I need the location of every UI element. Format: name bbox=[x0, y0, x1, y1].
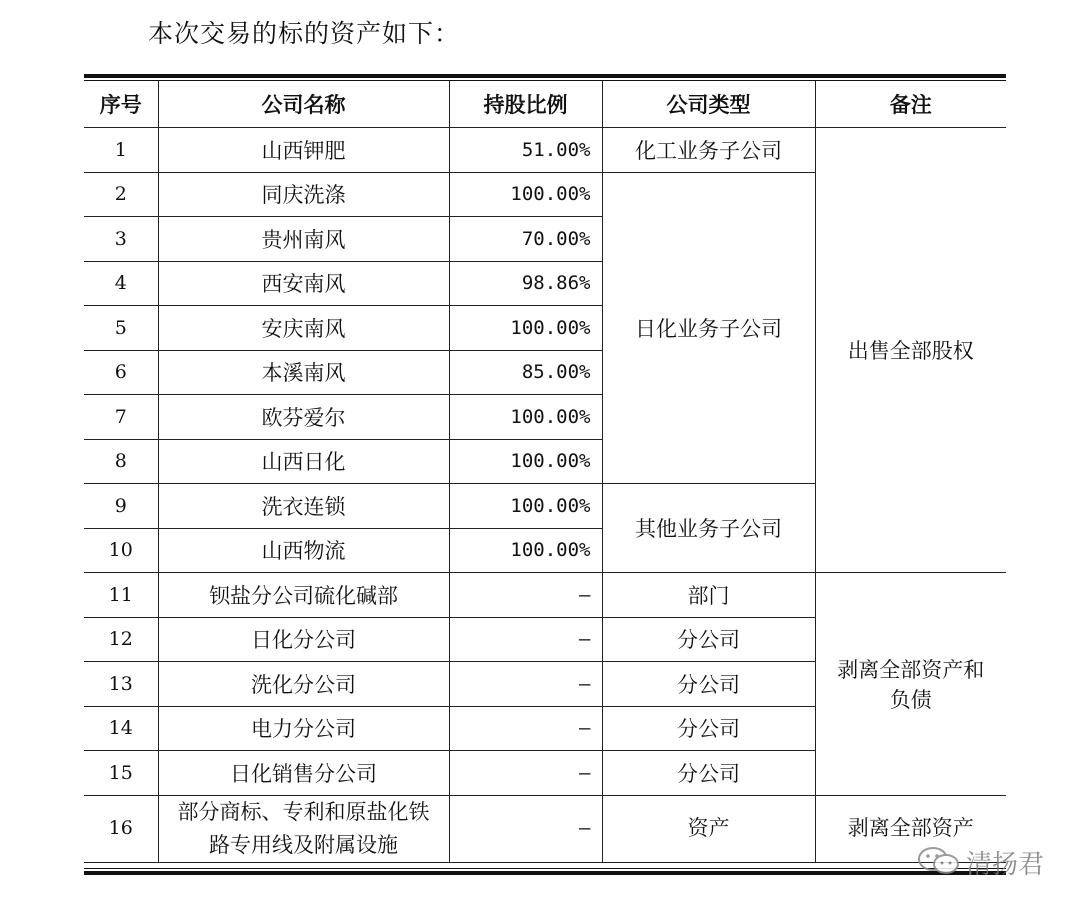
row-name: 贵州南风 bbox=[158, 217, 449, 262]
row-pct: — bbox=[449, 573, 602, 618]
row-pct: 100.00% bbox=[449, 306, 602, 351]
row-pct: 51.00% bbox=[449, 128, 602, 173]
row-no: 5 bbox=[84, 306, 158, 351]
row-pct: 70.00% bbox=[449, 217, 602, 262]
row-pct: 100.00% bbox=[449, 172, 602, 217]
row-no: 2 bbox=[84, 172, 158, 217]
row-name: 日化分公司 bbox=[158, 617, 449, 662]
type-other: 其他业务子公司 bbox=[602, 484, 815, 573]
row-type: 分公司 bbox=[602, 617, 815, 662]
remark-strip-line1: 剥离全部资产和 bbox=[837, 657, 985, 682]
watermark-text: 清扬君 bbox=[966, 850, 1045, 880]
row-no: 11 bbox=[84, 573, 158, 618]
row-pct: — bbox=[449, 795, 602, 862]
row-no: 6 bbox=[84, 350, 158, 395]
row-no: 13 bbox=[84, 662, 158, 707]
wechat-icon bbox=[916, 846, 962, 876]
remark-strip-assets: 剥离全部资产 bbox=[815, 795, 1006, 862]
header-no: 序号 bbox=[84, 81, 158, 128]
row-name: 山西钾肥 bbox=[158, 128, 449, 173]
row-no: 15 bbox=[84, 751, 158, 796]
row-name: 欧芬爱尔 bbox=[158, 395, 449, 440]
table-row bbox=[84, 795, 1006, 862]
row-no: 3 bbox=[84, 217, 158, 262]
row-type: 分公司 bbox=[602, 751, 815, 796]
row-name: 西安南风 bbox=[158, 261, 449, 306]
row-name: 本溪南风 bbox=[158, 350, 449, 395]
type-chem: 化工业务子公司 bbox=[602, 128, 815, 173]
row-no: 9 bbox=[84, 484, 158, 529]
header-remark: 备注 bbox=[815, 81, 1006, 128]
row-pct: — bbox=[449, 662, 602, 707]
row-no: 14 bbox=[84, 706, 158, 751]
intro-text: 本次交易的标的资产如下： bbox=[148, 19, 461, 48]
row-type: 分公司 bbox=[602, 662, 815, 707]
row-name: 同庆洗涤 bbox=[158, 172, 449, 217]
watermark bbox=[916, 842, 1056, 882]
row-pct: 100.00% bbox=[449, 484, 602, 529]
row-name: 洗衣连锁 bbox=[158, 484, 449, 529]
row-name: 钡盐分公司硫化碱部 bbox=[158, 573, 449, 618]
row-name: 山西日化 bbox=[158, 439, 449, 484]
row-pct: 100.00% bbox=[449, 528, 602, 573]
row-no: 1 bbox=[84, 128, 158, 173]
row-pct: 100.00% bbox=[449, 395, 602, 440]
remark-strip bbox=[815, 573, 1006, 796]
table-row bbox=[84, 128, 1006, 173]
row-name-line1: 部分商标、专利和原盐化铁 bbox=[177, 799, 430, 824]
row-name-line2: 路专用线及附属设施 bbox=[209, 832, 398, 857]
row-no: 12 bbox=[84, 617, 158, 662]
row-no: 4 bbox=[84, 261, 158, 306]
row-pct: — bbox=[449, 751, 602, 796]
row-pct: — bbox=[449, 617, 602, 662]
row-name: 山西物流 bbox=[158, 528, 449, 573]
row-name: 日化销售分公司 bbox=[158, 751, 449, 796]
row-pct: 85.00% bbox=[449, 350, 602, 395]
row-pct: 98.86% bbox=[449, 261, 602, 306]
row-no: 16 bbox=[84, 795, 158, 862]
row-no: 10 bbox=[84, 528, 158, 573]
row-name: 电力分公司 bbox=[158, 706, 449, 751]
remark-strip-line2: 负债 bbox=[889, 687, 932, 712]
table-header-row bbox=[84, 81, 1006, 128]
header-name: 公司名称 bbox=[158, 81, 449, 128]
table-bottom-rule-thin bbox=[84, 868, 1006, 869]
row-type: 部门 bbox=[602, 573, 815, 618]
row-pct: 100.00% bbox=[449, 439, 602, 484]
row-type: 资产 bbox=[602, 795, 815, 862]
table-top-rule bbox=[84, 74, 1006, 78]
header-pct: 持股比例 bbox=[449, 81, 602, 128]
row-no: 7 bbox=[84, 395, 158, 440]
row-pct: — bbox=[449, 706, 602, 751]
row-name: 安庆南风 bbox=[158, 306, 449, 351]
row-no: 8 bbox=[84, 439, 158, 484]
table-row bbox=[84, 573, 1006, 618]
row-type: 分公司 bbox=[602, 706, 815, 751]
header-type: 公司类型 bbox=[602, 81, 815, 128]
table-bottom-rule bbox=[84, 871, 1006, 875]
type-daily: 日化业务子公司 bbox=[602, 172, 815, 484]
row-name bbox=[158, 795, 449, 862]
asset-table bbox=[84, 81, 1006, 863]
row-name: 洗化分公司 bbox=[158, 662, 449, 707]
remark-sell-all: 出售全部股权 bbox=[815, 128, 1006, 573]
